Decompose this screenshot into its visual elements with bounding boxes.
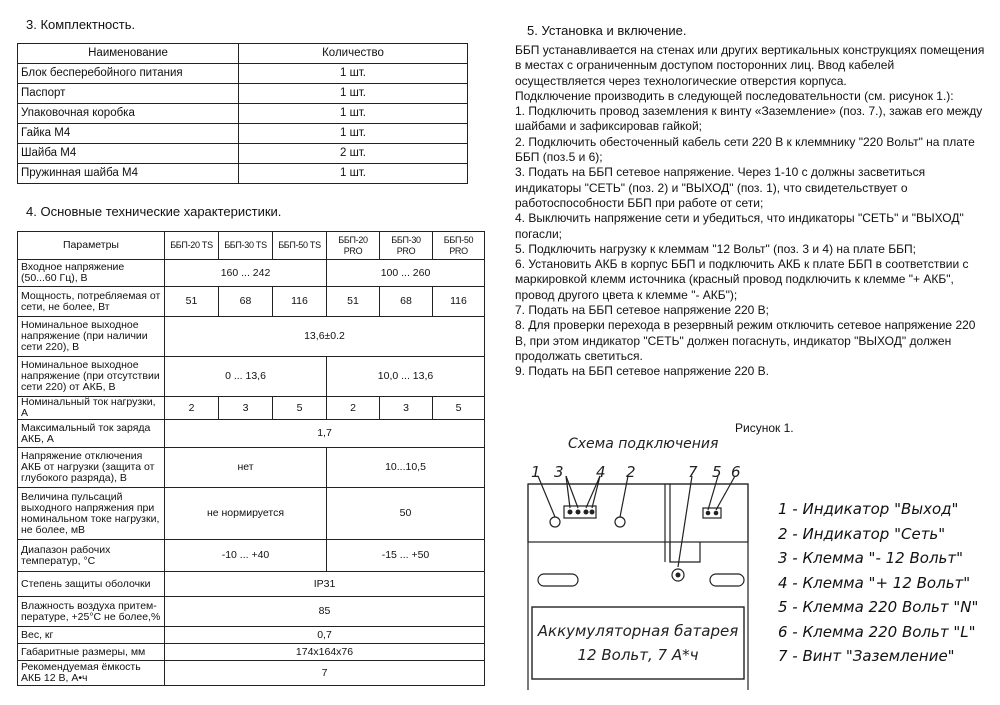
model-header: ББП-20 TS <box>165 232 219 260</box>
item-name: Шайба М4 <box>18 144 239 164</box>
value-all: 174x164x76 <box>165 644 485 661</box>
section5-title: 5. Установка и включение. <box>527 23 687 38</box>
value-all: IP31 <box>165 572 485 597</box>
item-name: Пружинная шайба М4 <box>18 164 239 184</box>
table-row <box>18 644 485 661</box>
header-name: Наименование <box>18 44 239 64</box>
step-item: 9. Подать на ББП сетевое напряжение 220 В. <box>515 364 770 379</box>
model-header: ББП-30 PRO <box>380 232 433 260</box>
param-label: Величина пульсаций выходного напряжения при номинальном токе нагрузки, не более, мВ <box>18 488 165 540</box>
terminal-12v-icon <box>564 506 596 518</box>
position-number: 7 <box>688 463 698 481</box>
param-label: Номинальное выходное напряжение (при отсутствии сети 220) от АКБ, В <box>18 357 165 397</box>
value-cell: 116 <box>433 287 485 317</box>
table-row <box>18 317 485 357</box>
table-row <box>18 260 485 287</box>
param-label: Входное напряжение (50...60 Гц), В <box>18 260 165 287</box>
model-header: ББП-30 TS <box>219 232 273 260</box>
table-row <box>18 64 468 84</box>
ground-screw-icon <box>672 569 684 581</box>
specs-table <box>17 231 485 686</box>
table-header-row <box>18 232 485 260</box>
position-number: 1 <box>531 463 541 481</box>
item-qty: 1 шт. <box>239 164 468 184</box>
table-row <box>18 124 468 144</box>
step-item: 6. Установить АКБ в корпус ББП и подключить АКБ к плате ББП в соответствии с маркировкой клемм источника (красный провод подключить к клемме "+ АКБ", провод другого цвета к клемме "- АКБ"); <box>515 257 969 302</box>
value-ts: 0 ... 13,6 <box>165 357 327 397</box>
value-cell: 51 <box>165 287 219 317</box>
item-name: Упаковочная коробка <box>18 104 239 124</box>
output-indicator-icon <box>550 517 560 527</box>
battery-label: Аккумуляторная батарея <box>537 622 739 640</box>
item-name: Гайка М4 <box>18 124 239 144</box>
value-pro: -15 ... +50 <box>327 540 485 572</box>
item-qty: 1 шт. <box>239 104 468 124</box>
table-row <box>18 164 468 184</box>
step-item: 1. Подключить провод заземления к винту «Заземление» (поз. 7.), зажав его между шайбами и зафиксировав гайкой; <box>515 104 983 134</box>
step-item: 4. Выключить напряжение сети и убедиться, что индикаторы "СЕТЬ" и "ВЫХОД" погасли; <box>515 211 964 241</box>
table-row <box>18 397 485 420</box>
value-cell: 2 <box>165 397 219 420</box>
value-cell: 5 <box>273 397 327 420</box>
value-pro: 10,0 ... 13,6 <box>327 357 485 397</box>
step-item: 2. Подключить обесточенный кабель сети 220 В к клеммнику "220 Вольт" на плате ББП (поз.5 и 6); <box>515 134 975 165</box>
table-row <box>18 420 485 448</box>
table-row <box>18 597 485 627</box>
position-number: 5 <box>712 463 722 481</box>
value-all: 85 <box>165 597 485 627</box>
header-qty: Количество <box>239 44 468 64</box>
param-label: Влажность воздуха притем-пературе, +25°С не более,% <box>18 597 165 627</box>
value-all: 7 <box>165 661 485 686</box>
legend-item: 1 - Индикатор "Выход" <box>778 500 959 518</box>
model-header: ББП-50 PRO <box>433 232 485 260</box>
figure-title: Схема подключения <box>568 436 719 452</box>
table-row <box>18 488 485 540</box>
item-name: Блок бесперебойного питания <box>18 64 239 84</box>
table-row <box>18 287 485 317</box>
table-row <box>18 540 485 572</box>
value-ts: нет <box>165 448 327 488</box>
section3-title: 3. Комплектность. <box>26 17 136 32</box>
item-qty: 1 шт. <box>239 84 468 104</box>
param-label: Номинальный ток нагрузки, А <box>18 397 165 420</box>
position-number: 2 <box>626 463 636 481</box>
item-qty: 1 шт. <box>239 64 468 84</box>
battery-box <box>532 607 744 679</box>
model-header: ББП-20 PRO <box>327 232 380 260</box>
table-row <box>18 661 485 686</box>
legend-item: 3 - Клемма "- 12 Вольт" <box>778 549 964 567</box>
item-qty: 1 шт. <box>239 124 468 144</box>
mains-indicator-icon <box>615 517 625 527</box>
value-cell: 5 <box>433 397 485 420</box>
value-all: 0,7 <box>165 627 485 644</box>
value-cell: 2 <box>327 397 380 420</box>
item-name: Паспорт <box>18 84 239 104</box>
table-row <box>18 357 485 397</box>
connection-diagram <box>520 462 770 694</box>
param-label: Габаритные размеры, мм <box>18 644 165 661</box>
terminal-220v-icon <box>703 508 721 518</box>
value-cell: 116 <box>273 287 327 317</box>
table-row <box>18 627 485 644</box>
figure-caption: Рисунок 1. <box>735 421 794 435</box>
figure-legend <box>778 497 978 669</box>
battery-spec: 12 Вольт, 7 А*ч <box>577 646 699 664</box>
step-item: 7. Подать на ББП сетевое напряжение 220 В; <box>515 303 770 318</box>
param-header: Параметры <box>18 232 165 260</box>
table-header-row <box>18 44 468 64</box>
value-ts: -10 ... +40 <box>165 540 327 572</box>
legend-item: 6 - Клемма 220 Вольт "L" <box>778 622 976 641</box>
section4-title: 4. Основные технические характеристики. <box>26 204 282 219</box>
param-label: Диапазон рабочих температур, °С <box>18 540 165 572</box>
value-all: 13,6±0.2 <box>165 317 485 357</box>
table-row <box>18 448 485 488</box>
legend-item: 5 - Клемма 220 Вольт "N" <box>778 598 979 616</box>
param-label: Мощность, потребляемая от сети, не более, Вт <box>18 287 165 317</box>
section5-text <box>515 43 985 380</box>
position-number: 4 <box>596 463 606 481</box>
table-row <box>18 144 468 164</box>
completeness-table <box>17 43 468 184</box>
lead-paragraph: Подключение производить в следующей последовательности (см. рисунок 1.): <box>515 88 954 103</box>
step-item: 8. Для проверки перехода в резервный режим отключить сетевое напряжение 220 В, при этом индикатор "СЕТЬ" должен погаснуть, индикатор "ВЫХОД" должен продолжать светиться. <box>515 318 976 363</box>
position-number: 3 <box>554 463 564 481</box>
value-pro: 50 <box>327 488 485 540</box>
param-label: Номинальное выходное напряжение (при наличии сети 220), В <box>18 317 165 357</box>
value-cell: 51 <box>327 287 380 317</box>
legend-item: 7 - Винт "Заземление" <box>778 647 955 665</box>
legend-item: 4 - Клемма "+ 12 Вольт" <box>778 573 971 592</box>
param-label: Максимальный ток заряда АКБ, А <box>18 420 165 448</box>
value-pro: 100 ... 260 <box>327 260 485 287</box>
value-cell: 68 <box>219 287 273 317</box>
model-header: ББП-50 TS <box>273 232 327 260</box>
value-all: 1,7 <box>165 420 485 448</box>
item-qty: 2 шт. <box>239 144 468 164</box>
param-label: Степень защиты оболочки <box>18 572 165 597</box>
table-row <box>18 104 468 124</box>
value-cell: 3 <box>219 397 273 420</box>
legend-item: 2 - Индикатор "Сеть" <box>778 524 946 543</box>
table-row <box>18 84 468 104</box>
param-label: Вес, кг <box>18 627 165 644</box>
value-cell: 3 <box>380 397 433 420</box>
value-ts: не нормируется <box>165 488 327 540</box>
position-number: 6 <box>731 463 741 481</box>
value-ts: 160 ... 242 <box>165 260 327 287</box>
param-label: Рекомендуемая ёмкость АКБ 12 В, А•ч <box>18 661 165 686</box>
value-pro: 10...10,5 <box>327 448 485 488</box>
intro-paragraph: ББП устанавливается на стенах или других вертикальных конструкциях помещения в местах с ограниченным доступом посторонних лиц. Ввод кабелей осуществляется через технологические отверстия корпуса. <box>515 43 985 88</box>
table-row <box>18 572 485 597</box>
value-cell: 68 <box>380 287 433 317</box>
step-item: 5. Подключить нагрузку к клеммам "12 Вольт" (поз. 3 и 4) на плате ББП; <box>515 241 917 256</box>
step-item: 3. Подать на ББП сетевое напряжение. Через 1-10 с должны засветиться индикаторы "СЕТЬ" (поз. 2) и "ВЫХОД" (поз. 1), что свидетельствует о работоспособности ББП при работе от сети; <box>515 165 926 210</box>
param-label: Напряжение отключения АКБ от нагрузки (защита от глубокого разряда), В <box>18 448 165 488</box>
